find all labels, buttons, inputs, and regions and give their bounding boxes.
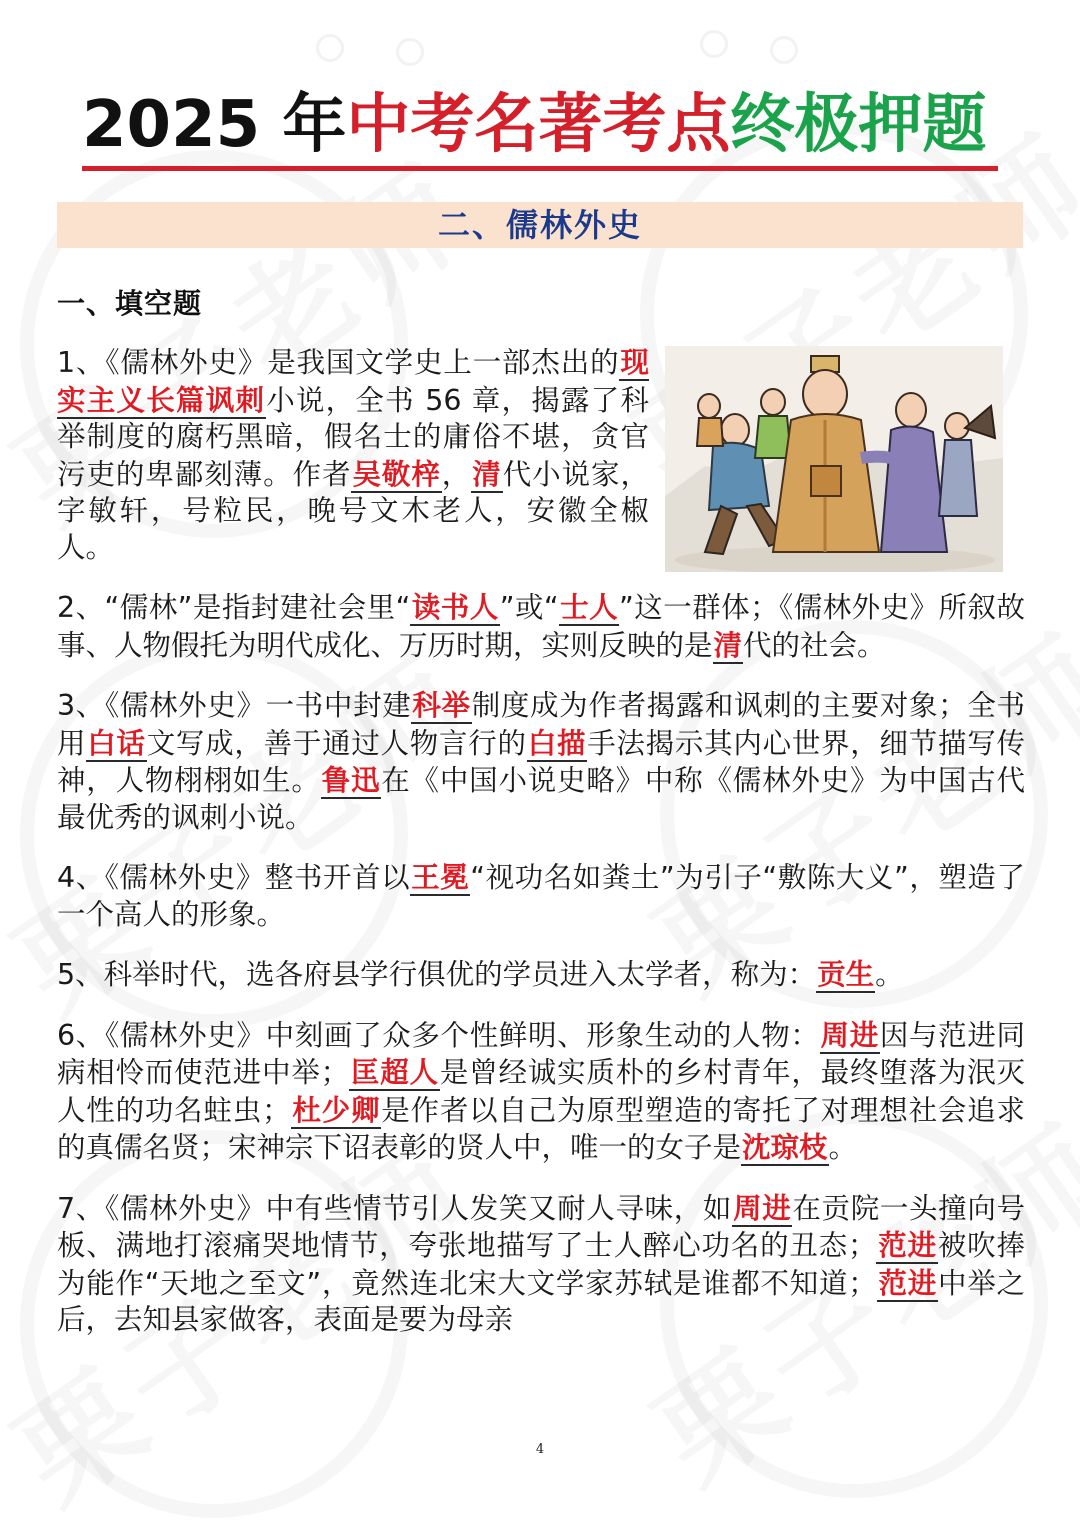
question-text: 在贡院一头撞向号板、满地打滚痛哭地情节，夸张地描写了士人醉心功名的丑态； <box>57 1191 1025 1262</box>
section-heading: 一、填空题 <box>57 287 203 320</box>
title-highlight: 终极押题 <box>730 88 987 162</box>
question-text: 4、《儒林外史》整书开首以 <box>57 861 411 894</box>
answer-text: 沈琼枝 <box>742 1130 828 1164</box>
question-text: 手法揭示其内心世界，细节描写传神，人物栩栩如生。 <box>57 726 1025 797</box>
question-text: 代的社会。 <box>743 628 886 662</box>
section-banner-label: 二、儒林外史 <box>437 206 642 244</box>
question-item <box>57 1017 1025 1167</box>
question-text: 7、《儒林外史》中有些情节引人发笑又耐人寻味，如 <box>57 1191 733 1225</box>
fill-in-question-list <box>57 344 1025 1362</box>
answer-text: 周进 <box>820 1017 879 1052</box>
answer-text: 杜少卿 <box>291 1092 381 1127</box>
title-year: 2025 年 <box>82 88 347 162</box>
question-text: 2、“儒林”是指封建社会里“ <box>57 591 411 624</box>
question-text: 是曾经诚实质朴的乡村青年，最终堕落为泯灭人性的功名蛀虫； <box>57 1056 1025 1127</box>
answer-text: 范进 <box>877 1265 937 1300</box>
watermark-dot <box>396 38 424 66</box>
question-item <box>57 956 1025 994</box>
section-banner <box>57 202 1023 248</box>
watermark-dot <box>316 34 344 62</box>
question-item <box>57 1190 1025 1339</box>
question-text: 制度成为作者揭露和讽刺的主要对象；全书用 <box>57 689 1025 760</box>
answer-text: 贡生 <box>817 957 875 991</box>
question-item <box>57 859 1025 933</box>
question-text: 6、《儒林外史》中刻画了众多个性鲜明、形象生动的人物： <box>57 1018 820 1052</box>
question-text: 文写成，善于通过人物言行的 <box>146 726 527 760</box>
question-text: 1、《儒林外史》是我国文学史上一部杰出的 <box>57 346 620 379</box>
question-text: 中举之后，去知县家做客，表面是要为母亲 <box>57 1266 1025 1336</box>
question-text: “视功名如粪土”为引子“敷陈大义”，塑造了一个高人的形象。 <box>57 861 1025 931</box>
answer-text: 读书人 <box>411 590 499 624</box>
question-text: 3、《儒林外史》一书中封建 <box>57 689 412 722</box>
answer-text: 吴敬梓 <box>352 456 441 491</box>
answer-text: 白话 <box>87 725 146 760</box>
answer-text: 白描 <box>527 725 587 760</box>
question-item <box>57 687 1025 836</box>
question-text: ， <box>441 457 472 491</box>
watermark-dot <box>700 30 728 58</box>
watermark-dot <box>770 36 798 64</box>
title-underline <box>82 166 998 171</box>
page-number: 4 <box>535 1442 545 1457</box>
answer-text: 鲁迅 <box>321 763 381 797</box>
answer-text: 现实主义长篇讽刺 <box>57 345 649 417</box>
question-text: 因与范进同病相怜而使范进中举； <box>57 1018 1025 1089</box>
page-title <box>82 86 1002 164</box>
question-text: 代小说家，字敏轩，号粒民，晚号文木老人，安徽全椒人。 <box>57 457 649 564</box>
answer-text: 范进 <box>877 1228 937 1262</box>
question-text: 被吹捧为能作“天地之至文”，竟然连北宋大文学家苏轼是谁都不知道； <box>57 1229 1025 1300</box>
question-text: 在《中国小说史略》中称《儒林外史》为中国古代最优秀的讽刺小说。 <box>57 764 1025 834</box>
answer-text: 周进 <box>733 1190 792 1225</box>
question-text: 5、科举时代，选各府县学行俱优的学员进入太学者，称为： <box>57 958 817 991</box>
question-item <box>57 344 649 566</box>
answer-text: 清 <box>713 627 743 662</box>
question-text: 是作者以自己为原型塑造的寄托了对理想社会追求的真儒名贤；宋神宗下诏表彰的贤人中，唯一的女子是 <box>57 1093 1025 1164</box>
answer-text: 匡超人 <box>350 1055 439 1089</box>
question-text: 。 <box>828 1131 858 1164</box>
question-item <box>57 589 1025 664</box>
question-text: 小说，全书 56 章，揭露了科举制度的腐朽黑暗，假名士的庸俗不堪，贪官污吏的卑鄙刻薄。作者 <box>57 383 649 491</box>
answer-text: 清 <box>472 456 502 491</box>
question-text: ”或“ <box>499 591 559 624</box>
answer-text: 士人 <box>559 590 619 624</box>
answer-text: 王冕 <box>411 860 470 894</box>
question-text: ”这一群体；《儒林外史》所叙故事、人物假托为明代成化、万历时期，实则反映的是 <box>57 591 1025 662</box>
title-main: 中考名著考点 <box>346 88 731 162</box>
answer-text: 科举 <box>412 688 471 722</box>
question-text: 。 <box>875 958 904 991</box>
